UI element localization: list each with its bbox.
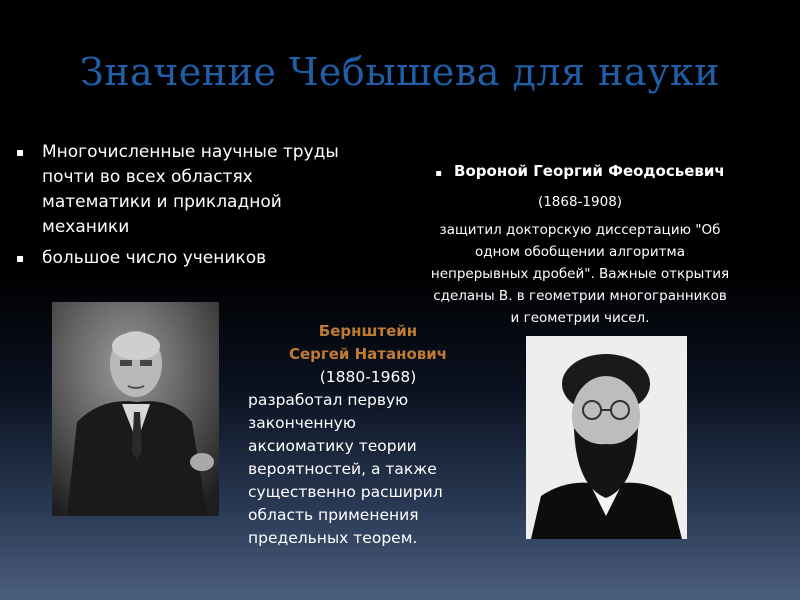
bullet-icon: ▪: [435, 168, 443, 179]
bullet-item: [14, 140, 344, 240]
bernstein-block: [248, 320, 448, 550]
bullet-list: [14, 140, 344, 277]
bullet-item: [14, 246, 344, 271]
voronoy-years: (1868-1908): [537, 194, 623, 210]
voronoy-block: [410, 160, 750, 329]
bernstein-description: разработал первую законченную аксиоматику теории вероятностей, а также существенно расширил область применения предельных теорем.: [248, 391, 443, 547]
bernstein-portrait: [52, 302, 219, 516]
bernstein-name: Бернштейн Сергей Натанович: [288, 322, 448, 363]
voronoy-portrait: [526, 336, 687, 539]
bullet-text: большое число учеников: [42, 248, 267, 268]
bullet-icon: ▪: [16, 145, 25, 159]
voronoy-description: защитил докторскую диссертацию "Об одном обобщении алгоритма непрерывных дробей". Важные открытия сделаны В. в геометрии многогранников и геометрии чисел.: [430, 222, 730, 326]
bernstein-years: (1880-1968): [319, 368, 417, 386]
bullet-icon: ▪: [16, 251, 25, 265]
bernstein-portrait-drawing: [52, 302, 219, 516]
bullet-text: Многочисленные научные труды почти во всех областях математики и прикладной механики: [42, 142, 339, 237]
voronoy-name-line: [410, 160, 750, 185]
slide-title: Значение Чебышева для науки: [80, 50, 720, 94]
voronoy-name: Вороной Георгий Феодосьевич: [454, 162, 725, 180]
voronoy-portrait-drawing: [526, 336, 687, 539]
